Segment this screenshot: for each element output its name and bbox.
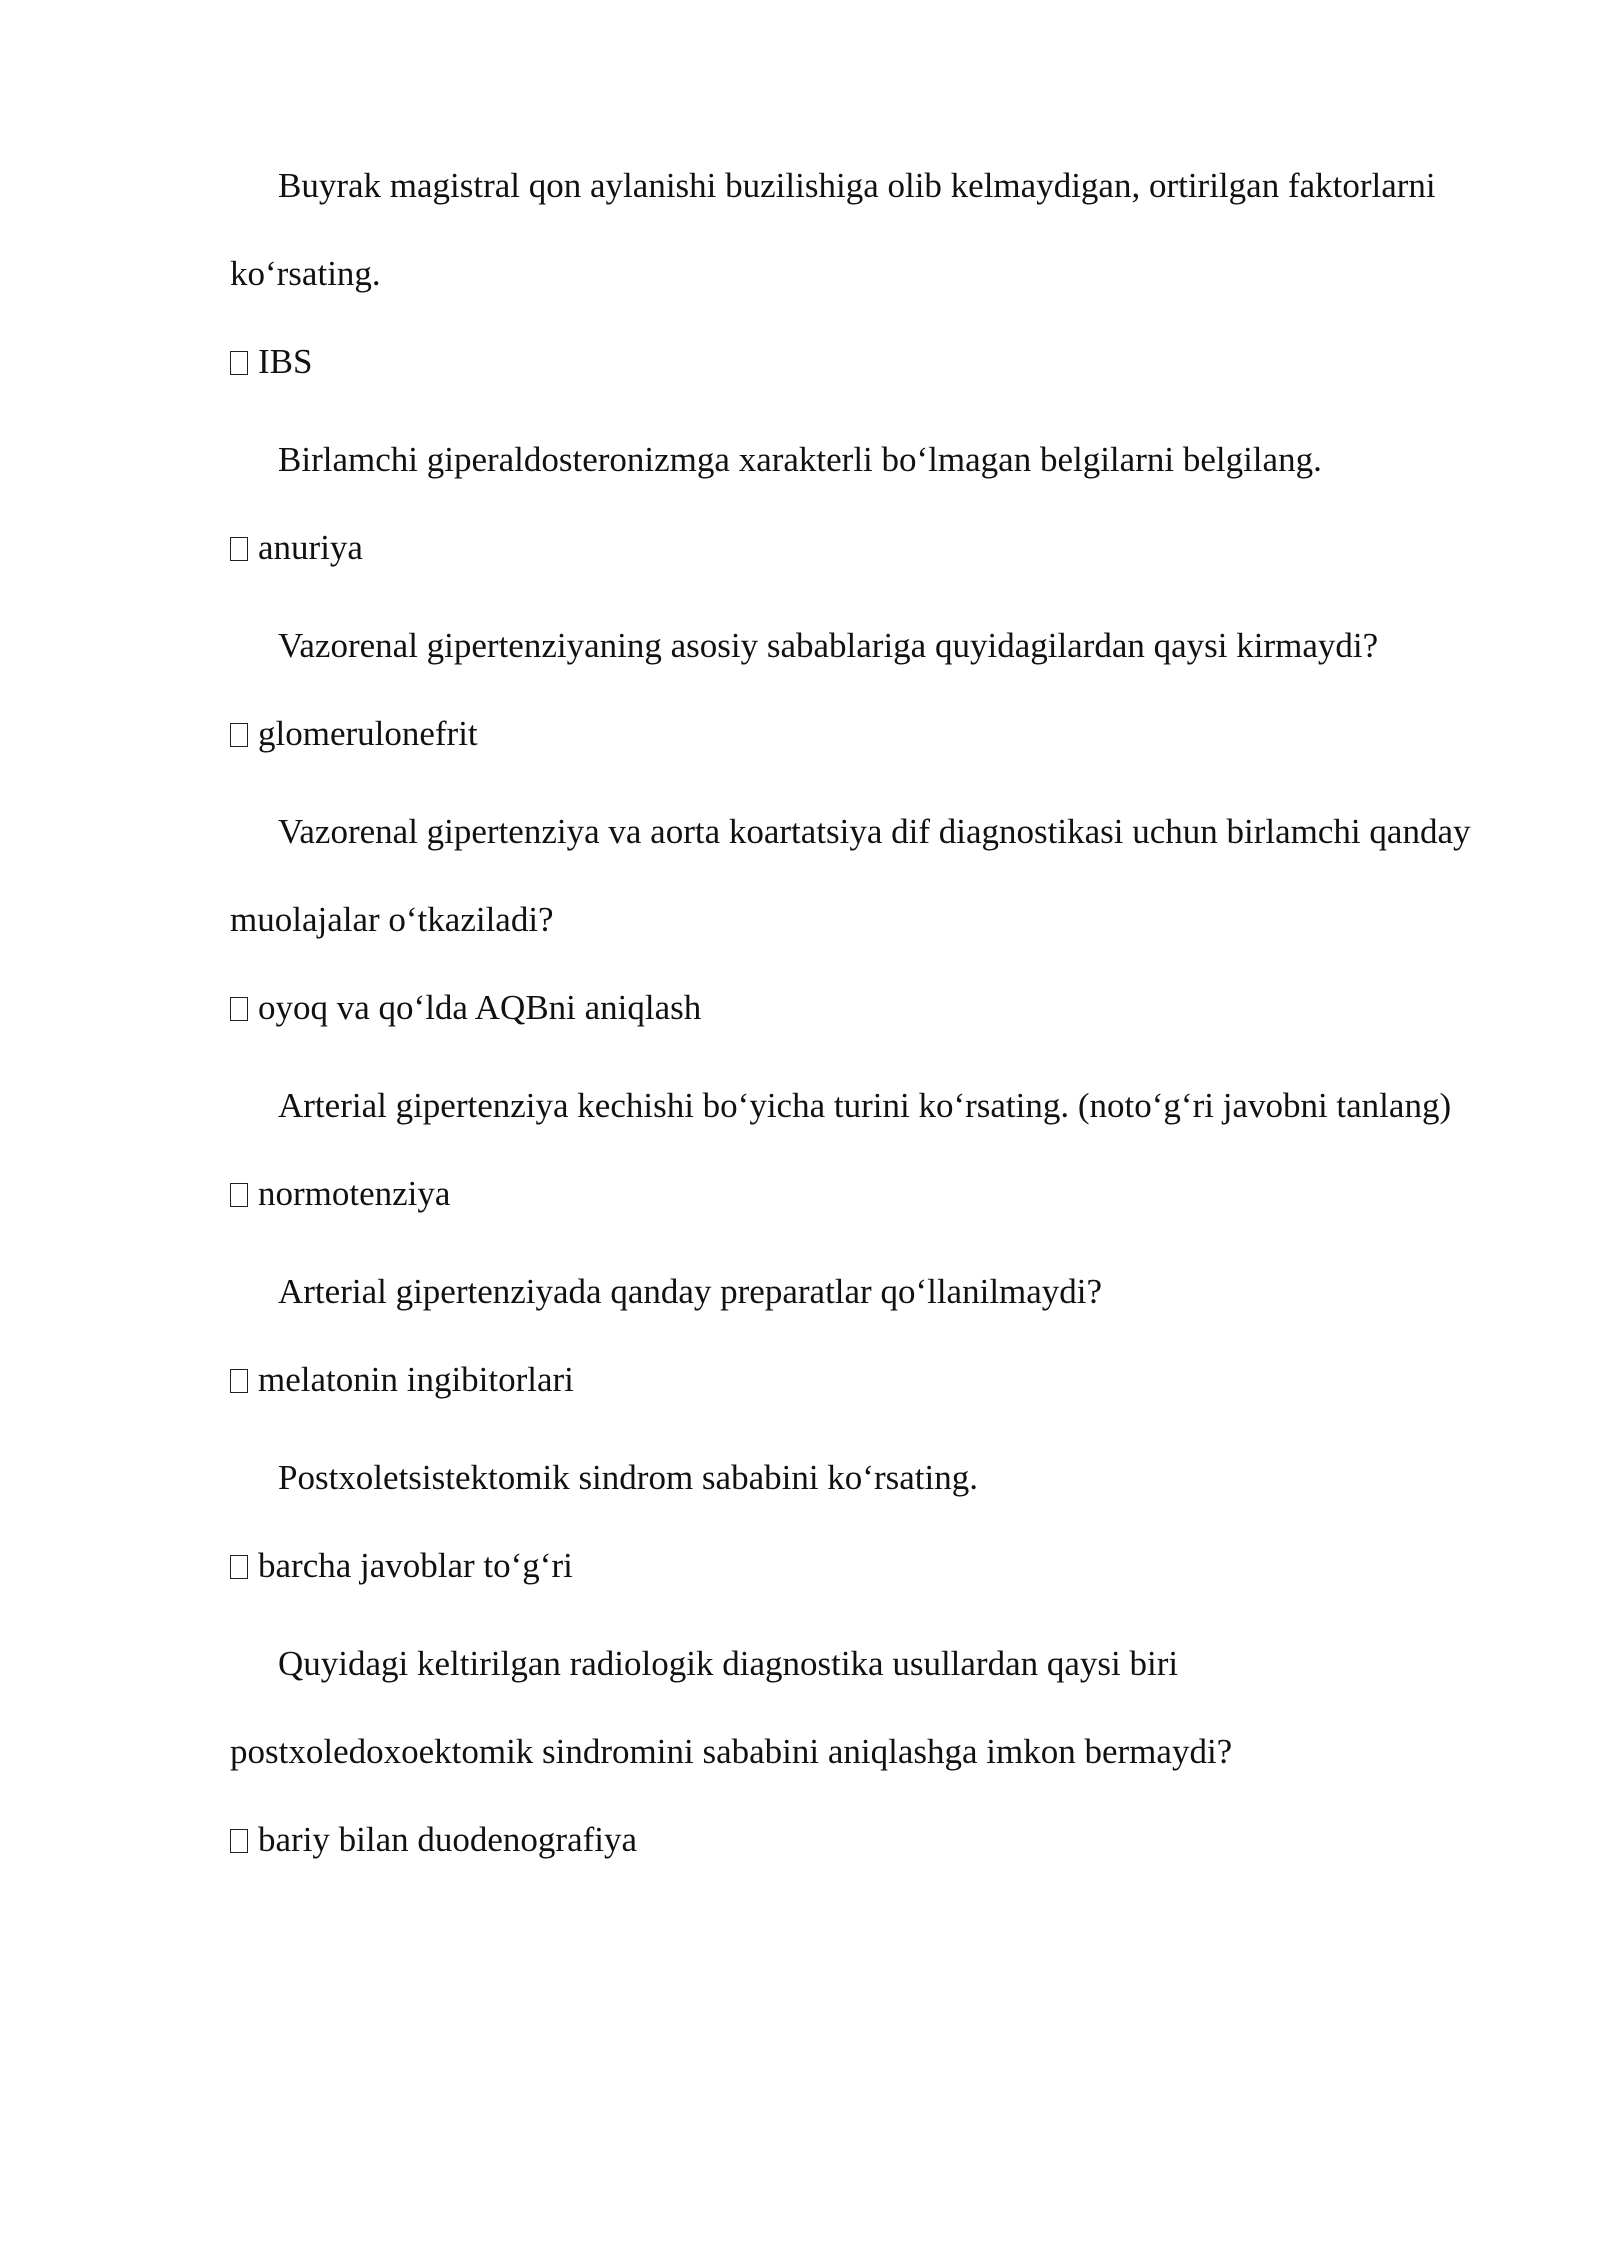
answer-text: melatonin ingibitorlari	[258, 1360, 574, 1399]
answer-item	[230, 1522, 1490, 1610]
question-text: Postxoletsistektomik sindrom sababini ko‘rsating.	[278, 1458, 978, 1497]
answer-item	[230, 964, 1490, 1052]
checkbox-icon	[230, 997, 248, 1021]
checkbox-icon	[230, 351, 248, 375]
question-text: Quyidagi keltirilgan radiologik diagnostika usullardan qaysi biri postxoledoxoektomik sindromini sababini aniqlashga imkon bermaydi?	[230, 1644, 1233, 1771]
answer-item	[230, 1336, 1490, 1424]
answer-text: normotenziya	[258, 1174, 451, 1213]
answer-text: bariy bilan duodenografiya	[258, 1820, 638, 1859]
checkbox-icon	[230, 1829, 248, 1853]
checkbox-icon	[230, 1183, 248, 1207]
answer-item	[230, 1796, 1490, 1884]
answer-text: anuriya	[258, 528, 363, 567]
answer-item	[230, 504, 1490, 592]
question-text: Birlamchi giperaldosteronizmga xarakterli bo‘lmagan belgilarni belgilang.	[278, 440, 1322, 479]
answer-text: IBS	[258, 342, 313, 381]
answer-text: glomerulonefrit	[258, 714, 478, 753]
question-text: Vazorenal gipertenziya va aorta koartatsiya dif diagnostikasi uchun birlamchi qanday muolajalar o‘tkaziladi?	[230, 812, 1471, 939]
checkbox-icon	[230, 723, 248, 747]
question-text: Arterial gipertenziyada qanday preparatlar qo‘llanilmaydi?	[278, 1272, 1103, 1311]
answer-item	[230, 318, 1490, 406]
checkbox-icon	[230, 1369, 248, 1393]
checkbox-icon	[230, 1555, 248, 1579]
checkbox-icon	[230, 537, 248, 561]
question-text: Vazorenal gipertenziyaning asosiy sabablariga quyidagilardan qaysi kirmaydi?	[278, 626, 1379, 665]
answer-item	[230, 690, 1490, 778]
answer-text: barcha javoblar to‘g‘ri	[258, 1546, 573, 1585]
document-body	[230, 142, 1490, 1894]
answer-text: oyoq va qo‘lda AQBni aniqlash	[258, 988, 702, 1027]
answer-item	[230, 1150, 1490, 1238]
question-text: Arterial gipertenziya kechishi bo‘yicha turini ko‘rsating. (noto‘g‘ri javobni tanlang)	[278, 1086, 1452, 1125]
question-text: Buyrak magistral qon aylanishi buzilishiga olib kelmaydigan, ortirilgan faktorlarni ko‘rsating.	[230, 166, 1436, 293]
